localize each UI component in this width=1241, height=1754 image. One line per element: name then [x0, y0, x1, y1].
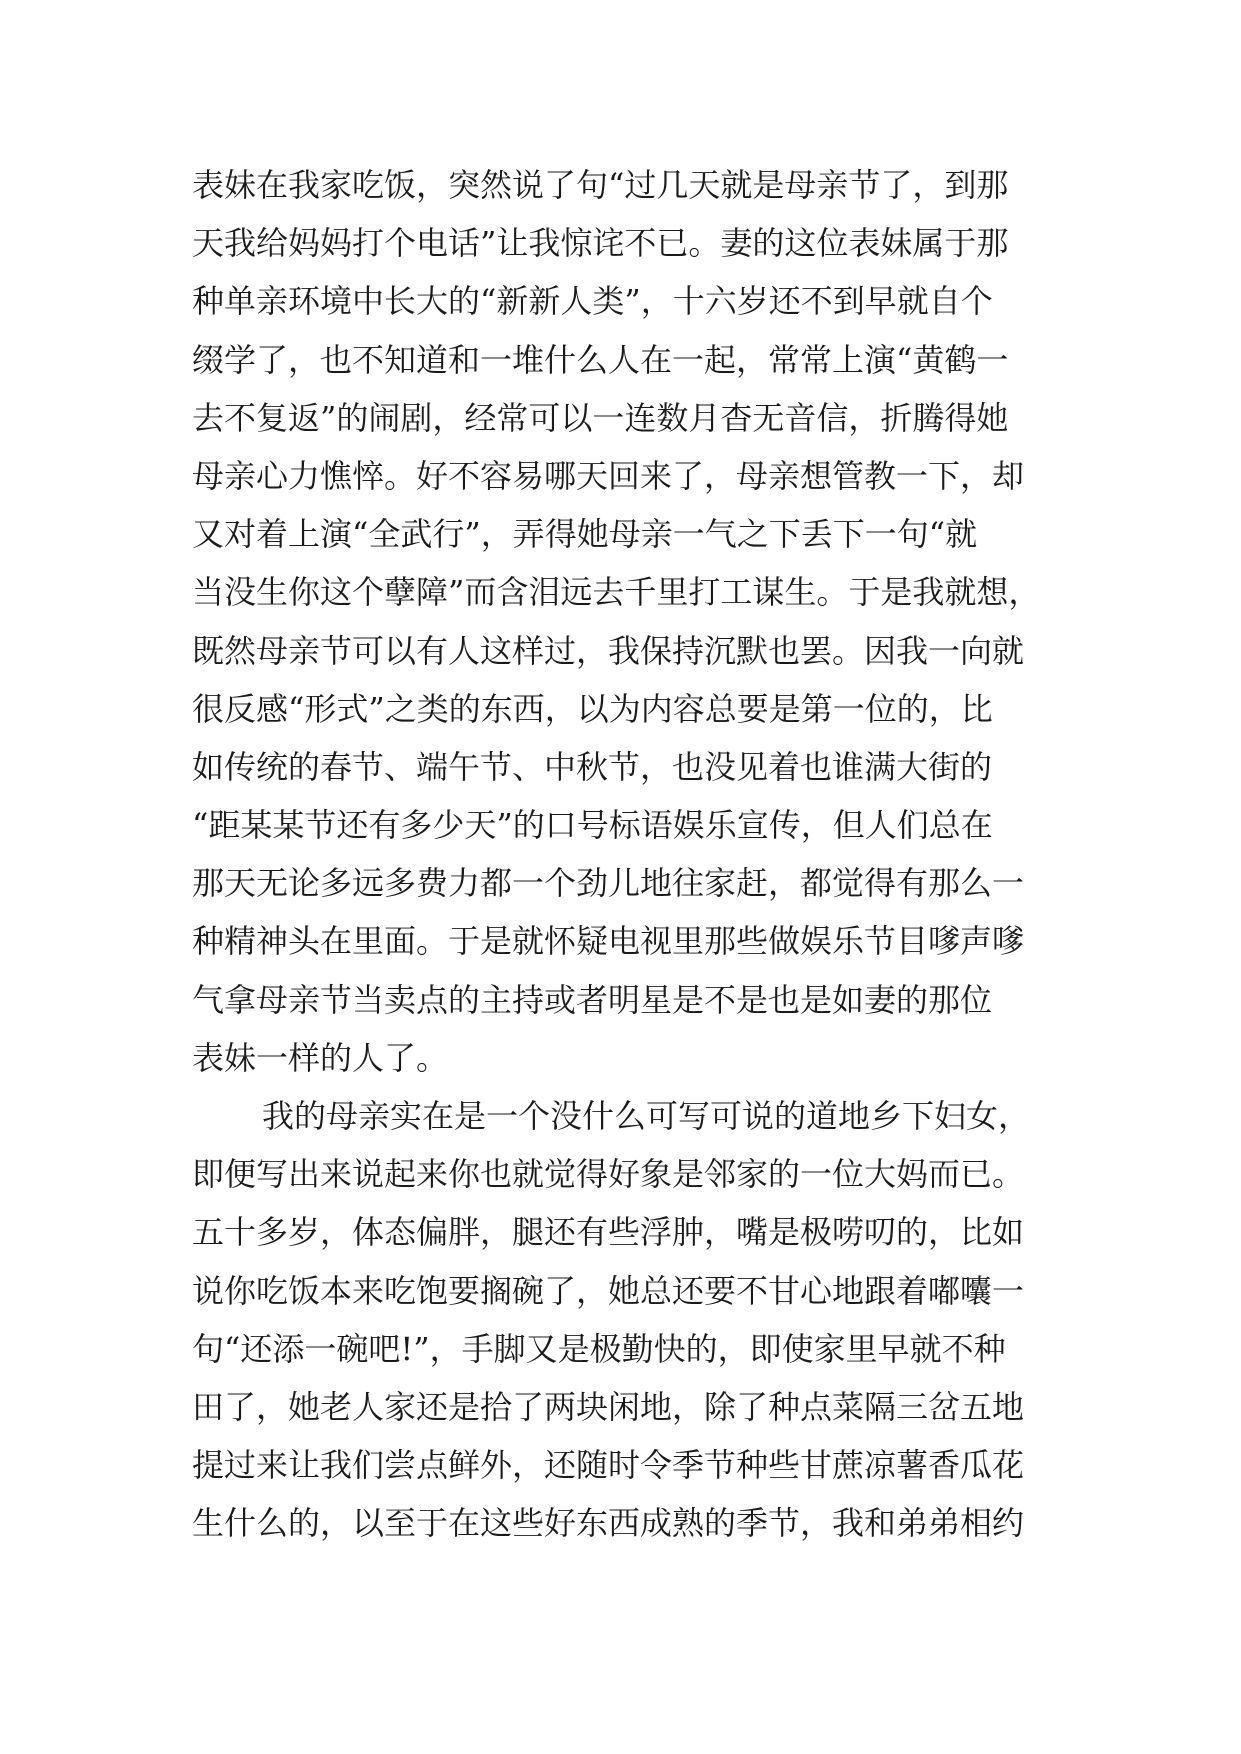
text-line: 五十多岁，体态偏胖，腿还有些浮肿，嘴是极唠叨的，比如 — [192, 1213, 1025, 1252]
text-line: 生什么的，以至于在这些好东西成熟的季节，我和弟弟相约 — [192, 1504, 1025, 1543]
text-line: 提过来让我们尝点鲜外，还随时令季节种些甘蔗凉薯香瓜花 — [192, 1446, 1025, 1485]
text-line: 又对着上演“全武行”，弄得她母亲一气之下丢下一句“就 — [192, 515, 978, 554]
text-line: 天我给妈妈打个电话”让我惊诧不已。妻的这位表妹属于那 — [192, 224, 1009, 263]
text-line: 种单亲环境中长大的“新新人类”，十六岁还不到早就自个 — [192, 282, 993, 321]
text-line: 表妹在我家吃饭，突然说了句“过几天就是母亲节了，到那 — [192, 166, 1009, 204]
text-line: 田了，她老人家还是拾了两块闲地，除了种点菜隔三岔五地 — [192, 1387, 1025, 1426]
text-line: 很反感“形式”之类的东西，以为内容总要是第一位的，比 — [192, 689, 993, 728]
text-line: 句“还添一碗吧!”，手脚又是极勤快的，即使家里早就不种 — [192, 1329, 1006, 1368]
text-line: 那天无论多远多费力都一个劲儿地往家赶，都觉得有那么一 — [192, 864, 1025, 903]
text-line: 母亲心力憔悴。好不容易哪天回来了，母亲想管教一下，却 — [192, 456, 1025, 495]
text-line: 去不复返”的闹剧，经常可以一连数月杳无音信，折腾得她 — [192, 398, 1009, 437]
paragraph-1 — [192, 156, 1052, 1087]
text-line: 种精神头在里面。于是就怀疑电视里那些做娱乐节目嗲声嗲 — [192, 922, 1025, 961]
text-line: 气拿母亲节当卖点的主持或者明星是不是也是如妻的那位 — [192, 980, 993, 1019]
paragraph-2 — [192, 1087, 1052, 1553]
text-line: 说你吃饭本来吃饱要搁碗了，她总还要不甘心地跟着嘟囔一 — [192, 1271, 1025, 1310]
text-line: 我的母亲实在是一个没什么可写可说的道地乡下妇女， — [262, 1097, 1031, 1135]
text-line: 当没生你这个孽障”而含泪远去千里打工谋生。于是我就想， — [192, 573, 1041, 612]
text-line: 如传统的春节、端午节、中秋节，也没见着也谁满大街的 — [192, 747, 993, 786]
text-line: “距某某节还有多少天”的口号标语娱乐宣传，但人们总在 — [192, 806, 993, 845]
body-text — [192, 156, 1052, 1553]
text-line: 表妹一样的人了。 — [192, 1038, 449, 1077]
text-line: 缀学了，也不知道和一堆什么人在一起，常常上演“黄鹤一 — [192, 340, 1009, 379]
text-line: 既然母亲节可以有人这样过，我保持沉默也罢。因我一向就 — [192, 631, 1025, 670]
text-line: 即便写出来说起来你也就觉得好象是邻家的一位大妈而已。 — [192, 1155, 1025, 1194]
